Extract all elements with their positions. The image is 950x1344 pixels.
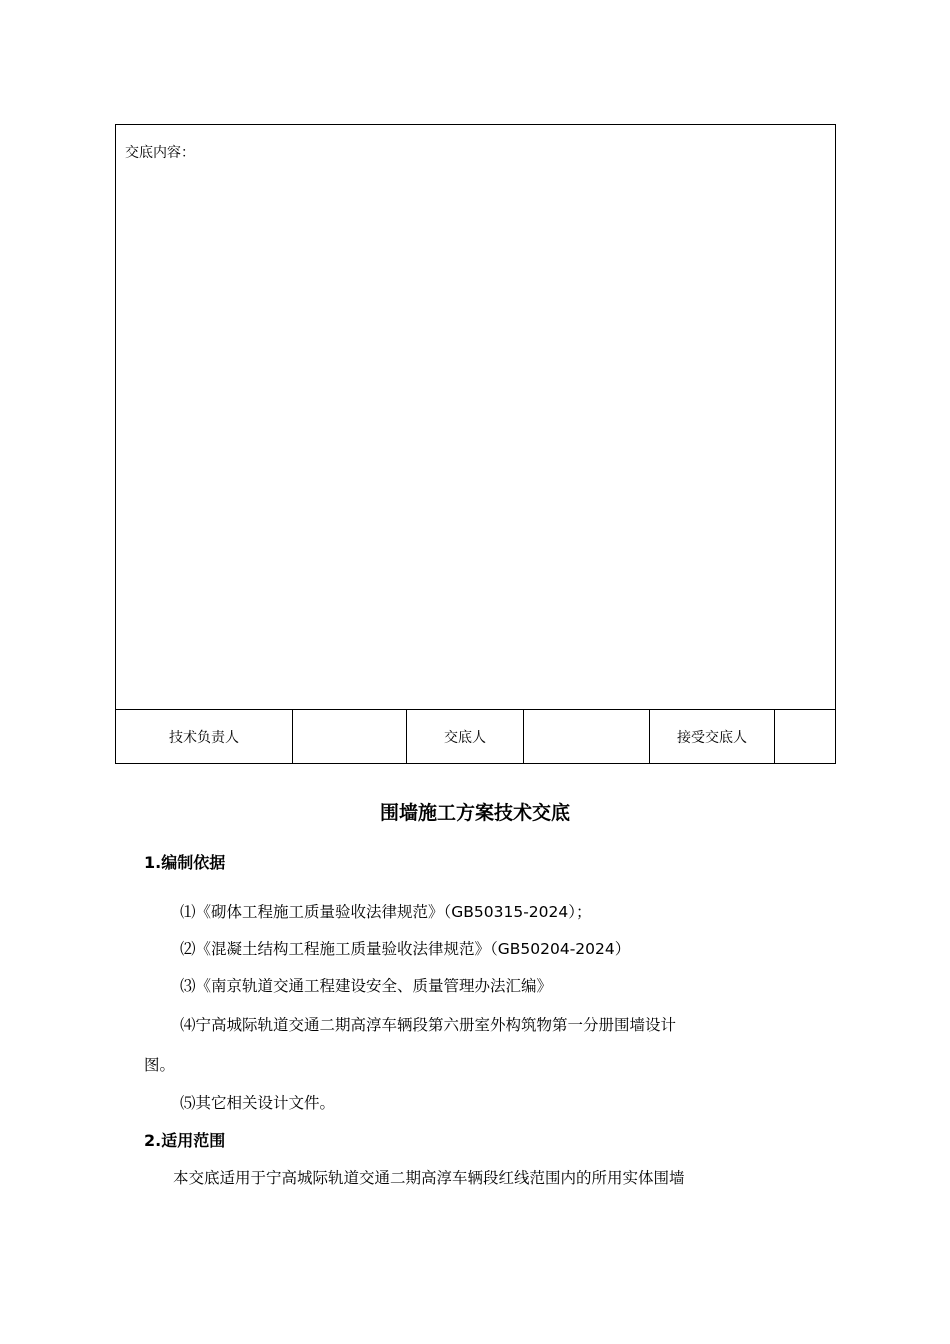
section-heading-scope: 2.适用范围 (144, 1131, 226, 1150)
presenter-value (524, 710, 650, 763)
basis-item-3: ⑶《南京轨道交通工程建设安全、质量管理办法汇编》 (180, 977, 553, 995)
content-cell (116, 125, 835, 710)
section-heading-basis: 1.编制依据 (144, 853, 226, 872)
basis-item-1: ⑴《砌体工程施工质量验收法律规范》（GB50315-2024）； (180, 903, 592, 921)
content-label: 交底内容： (125, 145, 195, 161)
tech-lead-value (293, 710, 407, 763)
signature-row (116, 710, 835, 763)
disclosure-table (115, 124, 836, 764)
tech-lead-label: 技术负责人 (116, 710, 293, 763)
scope-paragraph: 本交底适用于宁高城际轨道交通二期高淳车辆段红线范围内的所用实体围墙 (173, 1169, 685, 1187)
basis-item-4: ⑷宁高城际轨道交通二期高淳车辆段第六册室外构筑物第一分册围墙设计 (180, 1016, 677, 1034)
basis-item-4-continued: 图。 (144, 1056, 176, 1074)
receiver-value (775, 710, 835, 763)
receiver-label: 接受交底人 (650, 710, 775, 763)
basis-item-2: ⑵《混凝土结构工程施工质量验收法律规范》（GB50204-2024） (180, 940, 631, 958)
document-title: 围墙施工方案技术交底 (379, 802, 570, 824)
basis-item-5: ⑸其它相关设计文件。 (180, 1094, 336, 1112)
presenter-label: 交底人 (407, 710, 524, 763)
